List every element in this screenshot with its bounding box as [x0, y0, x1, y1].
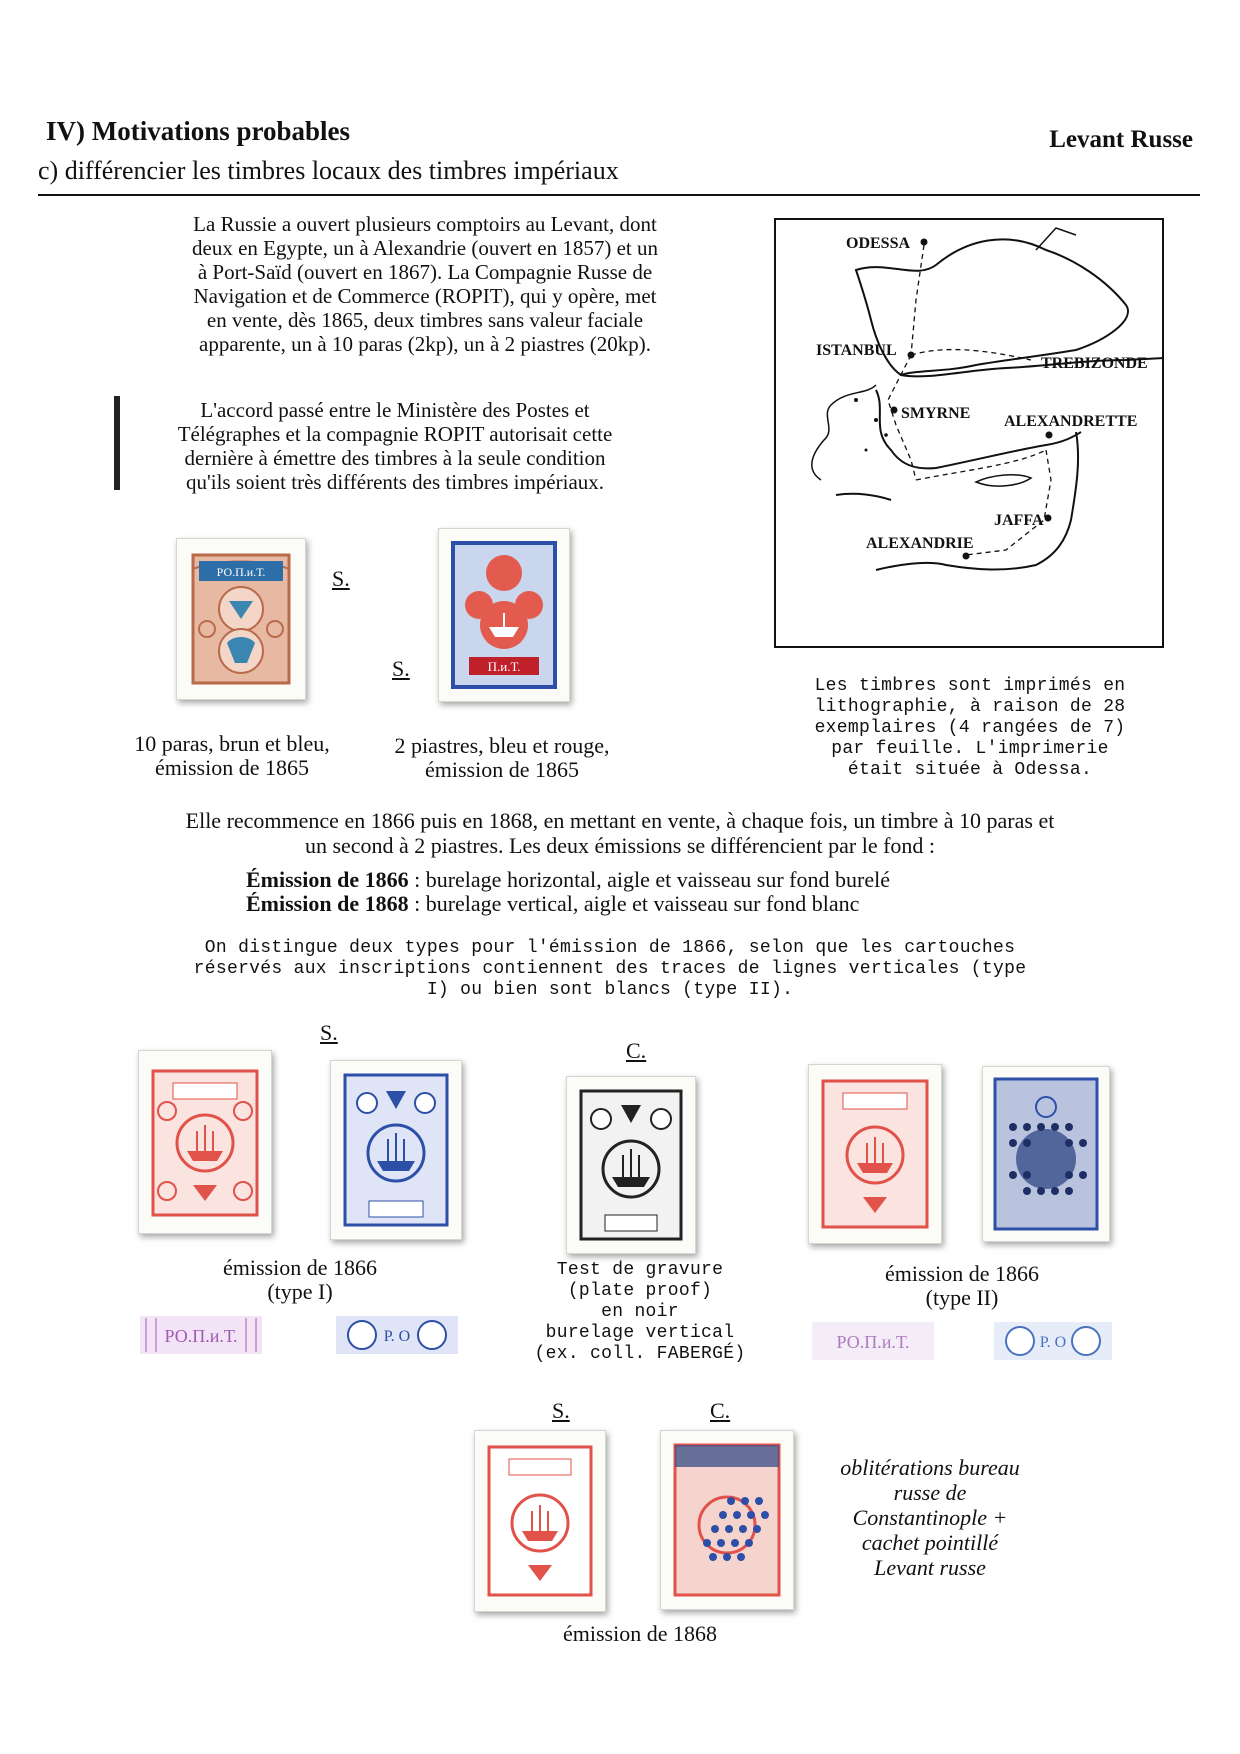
caption-1866-type1: [190, 1256, 410, 1304]
overprint-text: РО.П.и.Т.: [216, 565, 266, 579]
map-label-odessa: ODESSA: [846, 235, 911, 252]
litho-note: [780, 676, 1160, 781]
recommence-line: Elle recommence en 1866 puis en 1868, en mettant en vente, à chaque fois, un timbre à 10 paras et: [185, 808, 1055, 833]
note-line: était située à Odessa.: [847, 760, 1093, 780]
stamp-image: [177, 539, 305, 699]
intro-line: Navigation et de Commerce (ROPIT), qui y opère, met: [193, 284, 657, 308]
detail-text: РО.П.и.Т.: [836, 1332, 910, 1352]
note-line: russe de: [893, 1480, 967, 1505]
caption-line: (plate proof): [567, 1281, 713, 1301]
s-mark: S.: [392, 656, 410, 681]
accord-line: qu'ils soient très différents des timbres impériaux.: [185, 470, 605, 494]
caption-line: (type I): [267, 1279, 333, 1304]
note-line: oblitérations bureau: [840, 1455, 1020, 1480]
stamp-image: [809, 1065, 941, 1243]
note-line: Constantinople +: [852, 1505, 1008, 1530]
note-line: lithographie, à raison de 28: [814, 697, 1126, 717]
detail-image: [332, 1310, 462, 1360]
note-line: exemplaires (4 rangées de 7): [814, 718, 1126, 738]
stamp-10-paras-1865: [176, 538, 306, 700]
section-title: IV) Motivations probables: [46, 116, 351, 146]
detail-cartouche-type1-red: [136, 1310, 266, 1360]
emission-1866-line: [246, 868, 890, 892]
caption-line: émission de 1866: [885, 1261, 1039, 1286]
stamp-image: [331, 1061, 461, 1239]
caption-plate-proof: [510, 1260, 770, 1365]
note-line: cachet pointillé: [861, 1530, 999, 1555]
caption-line: burelage vertical: [545, 1323, 735, 1343]
caption-1866-type2: [852, 1262, 1072, 1310]
accord-line: Télégraphes et la compagnie ROPIT autorisait cette: [177, 422, 613, 446]
stamp-image: [983, 1067, 1109, 1241]
detail-image: [136, 1310, 266, 1360]
s-mark: S.: [320, 1020, 338, 1045]
map-label-jaffa: JAFFA: [994, 512, 1044, 529]
caption-line: 2 piastres, bleu et rouge,: [394, 733, 610, 758]
map-label-alexandrie: ALEXANDRIE: [866, 535, 974, 552]
note-line: par feuille. L'imprimerie: [831, 739, 1109, 759]
detail-text: Р. О: [1039, 1334, 1067, 1351]
stamp-image: [661, 1431, 793, 1609]
caption-line: en noir: [601, 1302, 679, 1322]
stamp-1866-type2-red: [808, 1064, 942, 1244]
caption-line: (type II): [925, 1285, 999, 1310]
stamp-image: [475, 1431, 605, 1611]
caption-line: émission de 1865: [155, 755, 309, 780]
map-label-trebizonde: TREBIZONDE: [1041, 355, 1148, 372]
accord-line: L'accord passé entre le Ministère des Postes et: [200, 398, 590, 422]
recommence-line: un second à 2 piastres. Les deux émissions se différencient par le fond :: [304, 833, 936, 858]
stamp-plate-proof-black: [566, 1076, 696, 1254]
types-note: [110, 938, 1110, 1001]
detail-text: Р. О: [383, 1328, 411, 1345]
intro-line: La Russie a ouvert plusieurs comptoirs au Levant, dont: [193, 212, 657, 236]
stamp-1866-type1-blue: [330, 1060, 462, 1240]
map-label-istanbul: ISTANBUL: [816, 342, 897, 359]
stamp-1866-type1-red: [138, 1050, 272, 1234]
intro-paragraph: [120, 212, 730, 356]
emission-1868-text: : burelage vertical, aigle et vaisseau sur fond blanc: [408, 891, 860, 916]
caption-10-paras: [112, 732, 352, 780]
detail-image: [990, 1316, 1116, 1366]
section-subtitle: c) différencier les timbres locaux des timbres impériaux: [38, 156, 619, 185]
s-mark: S.: [552, 1398, 570, 1423]
caption-line: émission de 1865: [425, 757, 579, 782]
map-label-alexandrette: ALEXANDRETTE: [1004, 413, 1138, 430]
emission-1868-label: Émission de 1868: [246, 891, 409, 916]
accord-paragraph: [130, 398, 660, 494]
map-label-smyrne: SMYRNE: [901, 405, 971, 422]
album-name: Levant Russe: [1049, 126, 1193, 153]
detail-cartouche-type2-red: [808, 1316, 938, 1366]
note-line: Les timbres sont imprimés en: [814, 676, 1126, 696]
note-line: I) ou bien sont blancs (type II).: [426, 980, 794, 1000]
caption-1868: émission de 1868: [563, 1621, 717, 1646]
intro-line: deux en Egypte, un à Alexandrie (ouvert en 1857) et un: [192, 236, 658, 260]
note-line: réservés aux inscriptions contiennent des traces de lignes verticales (type: [193, 959, 1027, 979]
stamp-image: [439, 529, 569, 701]
detail-text: РО.П.и.Т.: [164, 1326, 238, 1346]
stamp-1868-red: [474, 1430, 606, 1612]
emission-1866-text: : burelage horizontal, aigle et vaisseau sur fond burelé: [408, 867, 890, 892]
header-rule: [38, 194, 1200, 196]
detail-cartouche-type1-blue: [332, 1310, 462, 1360]
s-mark: S.: [332, 566, 350, 591]
levant-map: [774, 218, 1164, 648]
caption-2-piastres: [372, 734, 632, 782]
note-line: On distingue deux types pour l'émission de 1866, selon que les cartouches: [204, 938, 1016, 958]
c-mark: C.: [626, 1038, 647, 1063]
intro-line: en vente, dès 1865, deux timbres sans valeur faciale: [206, 308, 644, 332]
overprint-text: П.и.Т.: [487, 659, 521, 674]
accord-line: dernière à émettre des timbres à la seule condition: [184, 446, 606, 470]
caption-line: émission de 1866: [223, 1255, 377, 1280]
caption-line: Test de gravure: [556, 1260, 724, 1280]
intro-line: apparente, un à 10 paras (2kp), un à 2 piastres (20kp).: [199, 332, 651, 356]
stamp-image: [139, 1051, 271, 1233]
c-mark: C.: [710, 1398, 731, 1423]
detail-cartouche-type2-blue: [990, 1316, 1116, 1366]
emission-1868-line: [246, 892, 859, 916]
caption-line: (ex. coll. FABERGÉ): [534, 1344, 746, 1364]
emission-1866-label: Émission de 1866: [246, 867, 409, 892]
stamp-image: [567, 1077, 695, 1253]
intro-line: à Port-Saïd (ouvert en 1867). La Compagnie Russe de: [197, 260, 653, 284]
map-drawing: [776, 220, 1166, 650]
stamp-2-piastres-1865: [438, 528, 570, 702]
detail-image: [808, 1316, 938, 1366]
stamp-1866-type2-blue-cancelled: [982, 1066, 1110, 1242]
cancellation-note: [820, 1455, 1040, 1580]
stamp-1868-cancelled: [660, 1430, 794, 1610]
caption-line: 10 paras, brun et bleu,: [134, 731, 330, 756]
note-line: Levant russe: [874, 1555, 986, 1580]
quote-bar: [114, 396, 120, 490]
recommence-paragraph: [120, 808, 1120, 858]
